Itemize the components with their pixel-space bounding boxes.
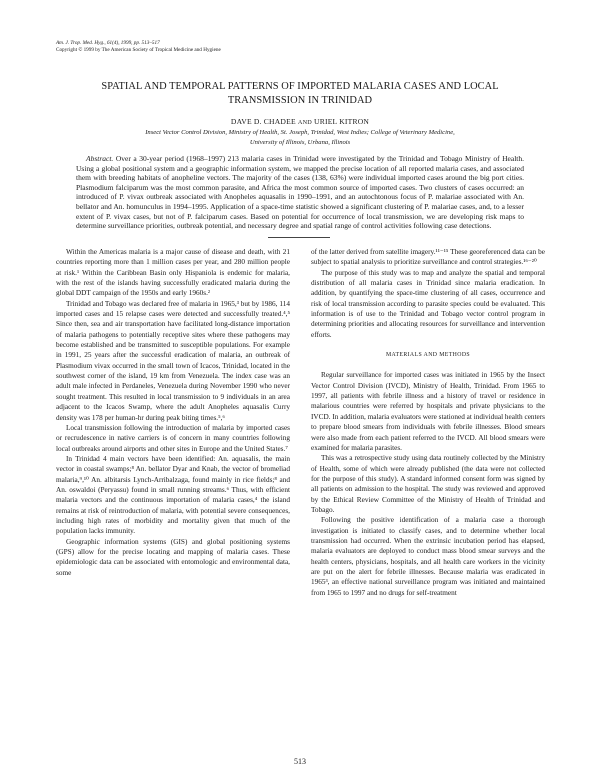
abstract-label: Abstract. (86, 154, 114, 163)
title-line-2: TRANSMISSION IN TRINIDAD (227, 95, 373, 106)
author-2: URIEL KITRON (314, 117, 370, 126)
intro-paragraph-1: Within the Americas malaria is a major cause of disease and death, with 21 countries reporting more than 1 million cases per year, and 280 million people at risk.¹ Within the Caribbean Basin only Hispaniola is endemic for malaria, with the rest of the islands having successfully eradicated malaria during the global DDT campaign of the 1950s and early 1960s.² (56, 248, 290, 298)
abstract-text: Over a 30-year period (1968–1997) 213 malaria cases in Trinidad were investigated by the Trinidad and Tobago Ministry of Health. Using a global positional system and a geographic information system, we mapped the precise location of all reported malaria cases, and associated them with breeding habitats of anopheline vectors. The majority of the cases (138, 63%) were individual imported cases around the big port cities. Plasmodium falciparum was the most common parasite, and Africa the most common source of imported cases. Two clusters of cases occurred: an introduced of P. vivax outbreak associated with Anopheles aquasalis in 1990–1991, and an autochtonous focus of P. malariae associated with An. bellator and An. homunculus in 1994–1995. Application of a space-time statistic showed a significant clustering of P. malariae cases, and, to a lesser extent of P. vivax cases, but not of P. falciparum cases. Based on potential for occurrence of local transmission, we are developing risk maps to determine surveillance priorities, outbreak potential, and necessary degree and spatial range of control activities following case detections. (76, 154, 524, 231)
author-conjunction: AND (297, 119, 312, 126)
left-column (56, 247, 290, 578)
intro-paragraph-5: Geographic information systems (GIS) and global positioning systems (GPS) allow for the precise locating and mapping of malaria cases. These epidemiologic data can be associated with entomologic and environmental data, some (56, 537, 290, 577)
methods-paragraph-3: Following the positive identification of a malaria case a thorough investigation is initiated to classify cases, and to determine whether local transmission had occurred. When the extrinsic incubation period has elapsed, malaria evaluators are deployed to conduct mass blood smear surveys and the health centers, physicians, hospitals, and all health care workers in the vicinity are put on the alert for febrile illnesses. Because malaria was eradicated in 1965³, an effective national surveillance program was initiated and maintained from 1965 to 1997 and no drugs for self-treatment (311, 516, 545, 597)
article-title (80, 80, 520, 108)
purpose-paragraph: The purpose of this study was to map and analyze the spatial and temporal distribution of all malaria cases in Trinidad since malaria eradication. In addition, by quantifying the space-time clustering of all cases, occurrence and risk of local transmission according to parasite species could be evaluated. This information is of use to the Trinidad and Tobago vector control program in determining priorities and allocating resources for surveillance and intervention efforts. (311, 268, 545, 339)
intro-paragraph-3: Local transmission following the introduction of malaria by imported cases or recrudescence in native carriers is of concern in many countries following local outbreaks around airports and other sites in Europe and the United States.⁷ (56, 423, 290, 453)
journal-citation: Am. J. Trop. Med. Hyg., 61(4), 1999, pp. 513–517 (56, 40, 160, 46)
section-heading-methods: MATERIALS AND METHODS (385, 352, 471, 359)
affiliation-line-2: University of Illinois, Urbana, Illinois (249, 138, 351, 146)
title-line-1: SPATIAL AND TEMPORAL PATTERNS OF IMPORTED MALARIA CASES AND LOCAL (101, 81, 499, 92)
intro-paragraph-4: In Trinidad 4 main vectors have been identified: An. aquasalis, the main vector in coastal swamps;⁸ An. bellator Dyar and Knab, the vector of bromeliad malaria,⁹,¹⁰ An. albitarsis Lynch-Arribalzaga, found mainly in rice fields;⁸ and An. oswaldoi (Peryassu) found in small running streams.⁶ Thus, with efficient malaria vectors and the continuous importation of malaria cases,⁴ the island remains at risk of reintroduction of malaria, with potential severe consequences, including high rates of morbidity and mortality given that much of the population lacks immunity. (56, 454, 290, 536)
journal-header (56, 40, 221, 53)
section-divider (268, 237, 330, 238)
methods-paragraph-2: This was a retrospective study using data routinely collected by the Ministry of Health, some of which were already published (the data were not collected for the purpose of this study). A standard informed consent form was signed by all patients on admission to the hospital. The study was reviewed and approved by the Ethical Review Committee of the Ministry of Health of Trinidad and Tobago. (311, 454, 545, 514)
affiliation (80, 128, 520, 147)
copyright-line: Copyright © 1999 by The American Society of Tropical Medicine and Hygiene (56, 46, 221, 53)
affiliation-line-1: Insect Vector Control Division, Ministry of Health, St. Joseph, Trinidad, West Indies; College of Veterinary Medicine, (145, 129, 455, 136)
intro-paragraph-2: Trinidad and Tobago was declared free of malaria in 1965,³ but by 1986, 114 imported cases and 15 relapse cases were detected and successfully treated.⁴,⁵ Since then, sea and air transportation have facilitated long-distance importation of malaria pathogens to potentially receptive sites where these pathogens may become established and be transmitted to susceptible populations. For example in 1991, 25 years after the successful eradication of malaria, an outbreak of Plasmodium vivax occurred in the small town of Icacos, Trinidad, located in the southwest corner of the island, 19 km from Venezuela. The index case was an adult male infected in Perdaneles, Venezuela during November 1990 who never sought treatment. This resulted in local transmission to 9 individuals in an area adjacent to the Icacos Swamp, where the adult Anopheles aquasalis Curry density was 178 per human-hr during peak biting times.⁵,⁶ (56, 299, 290, 422)
abstract (76, 154, 524, 231)
intro-continuation: of the latter derived from satellite imagery.¹¹⁻¹⁵ These georeferenced data can be subject to spatial analysis to prioritize surveillance and control strategies.¹⁶⁻²⁰ (311, 248, 545, 267)
author-line (80, 117, 520, 128)
page-number: 513 (294, 757, 306, 766)
author-1: DAVE D. CHADEE (230, 117, 296, 126)
right-column (311, 247, 545, 598)
methods-paragraph-1: Regular surveillance for imported cases was initiated in 1965 by the Insect Vector Control Division (IVCD), Ministry of Health, Trinidad. From 1965 to 1997, all patients with febrile illness and a history of travel or residence in malarious countries were referred by hospitals and private physicians to the IVCD. In addition, malaria evaluators were stationed at individual health centers to prepare blood smears from individuals with febrile illnesses. Blood smears were also made from each patient referred to the IVCD. All blood smears were examined for malaria parasites. (311, 371, 545, 452)
